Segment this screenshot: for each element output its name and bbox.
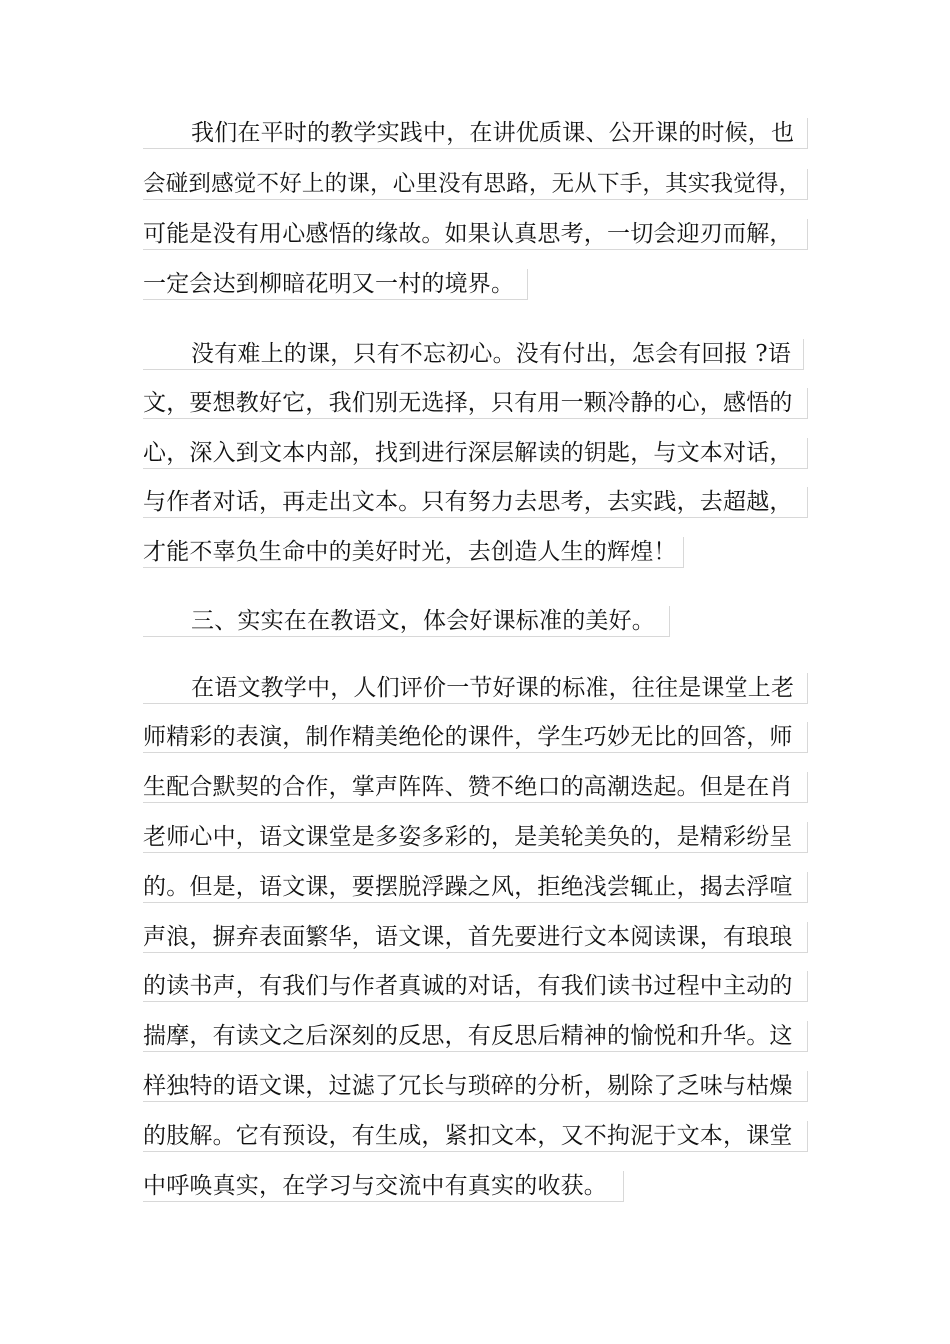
paragraph-2-line-3: 心，深入到文本内部，找到进行深层解读的钥匙，与文本对话， — [143, 438, 808, 469]
paragraph-4-line-7: 的读书声，有我们与作者真诚的对话，有我们读书过程中主动的 — [143, 971, 808, 1002]
paragraph-4-line-3: 生配合默契的合作，掌声阵阵、赞不绝口的高潮迭起。但是在肖 — [143, 772, 808, 803]
paragraph-4-line-5: 的。但是，语文课，要摆脱浮躁之风，拒绝浅尝辄止，揭去浮喧 — [143, 872, 808, 903]
paragraph-4-line-4: 老师心中，语文课堂是多姿多彩的，是美轮美奂的，是精彩纷呈 — [143, 822, 808, 853]
paragraph-4-line-2: 师精彩的表演，制作精美绝伦的课件，学生巧妙无比的回答，师 — [143, 722, 808, 753]
paragraph-4-line-11: 中呼唤真实，在学习与交流中有真实的收获。 — [143, 1171, 624, 1202]
paragraph-4-line-10: 的肢解。它有预设，有生成，紧扣文本，又不拘泥于文本，课堂 — [143, 1121, 808, 1152]
paragraph-4-line-8: 揣摩，有读文之后深刻的反思，有反思后精神的愉悦和升华。这 — [143, 1021, 808, 1052]
paragraph-2-line-4: 与作者对话，再走出文本。只有努力去思考，去实践，去超越， — [143, 487, 808, 518]
paragraph-1-line-2: 会碰到感觉不好上的课，心里没有思路，无从下手，其实我觉得， — [143, 169, 808, 200]
section-heading: 三、实实在在教语文，体会好课标准的美好。 — [143, 606, 670, 637]
paragraph-4-line-1: 在语文教学中，人们评价一节好课的标准，往往是课堂上老 — [143, 673, 808, 704]
paragraph-1-line-4: 一定会达到柳暗花明又一村的境界。 — [143, 269, 528, 300]
paragraph-1-line-3: 可能是没有用心感悟的缘故。如果认真思考，一切会迎刃而解， — [143, 219, 808, 250]
paragraph-4-line-9: 样独特的语文课，过滤了冗长与琐碎的分析，剔除了乏味与枯燥 — [143, 1071, 808, 1102]
paragraph-1-line-1: 我们在平时的教学实践中，在讲优质课、公开课的时候，也 — [143, 118, 808, 149]
paragraph-2-line-2: 文，要想教好它，我们别无选择，只有用一颗冷静的心，感悟的 — [143, 388, 808, 419]
paragraph-2-line-1: 没有难上的课，只有不忘初心。没有付出，怎会有回报 ?语 — [143, 339, 804, 370]
paragraph-4-line-6: 声浪，摒弃表面繁华，语文课，首先要进行文本阅读课，有琅琅 — [143, 922, 808, 953]
paragraph-2-line-5: 才能不辜负生命中的美好时光，去创造人生的辉煌！ — [143, 537, 684, 568]
